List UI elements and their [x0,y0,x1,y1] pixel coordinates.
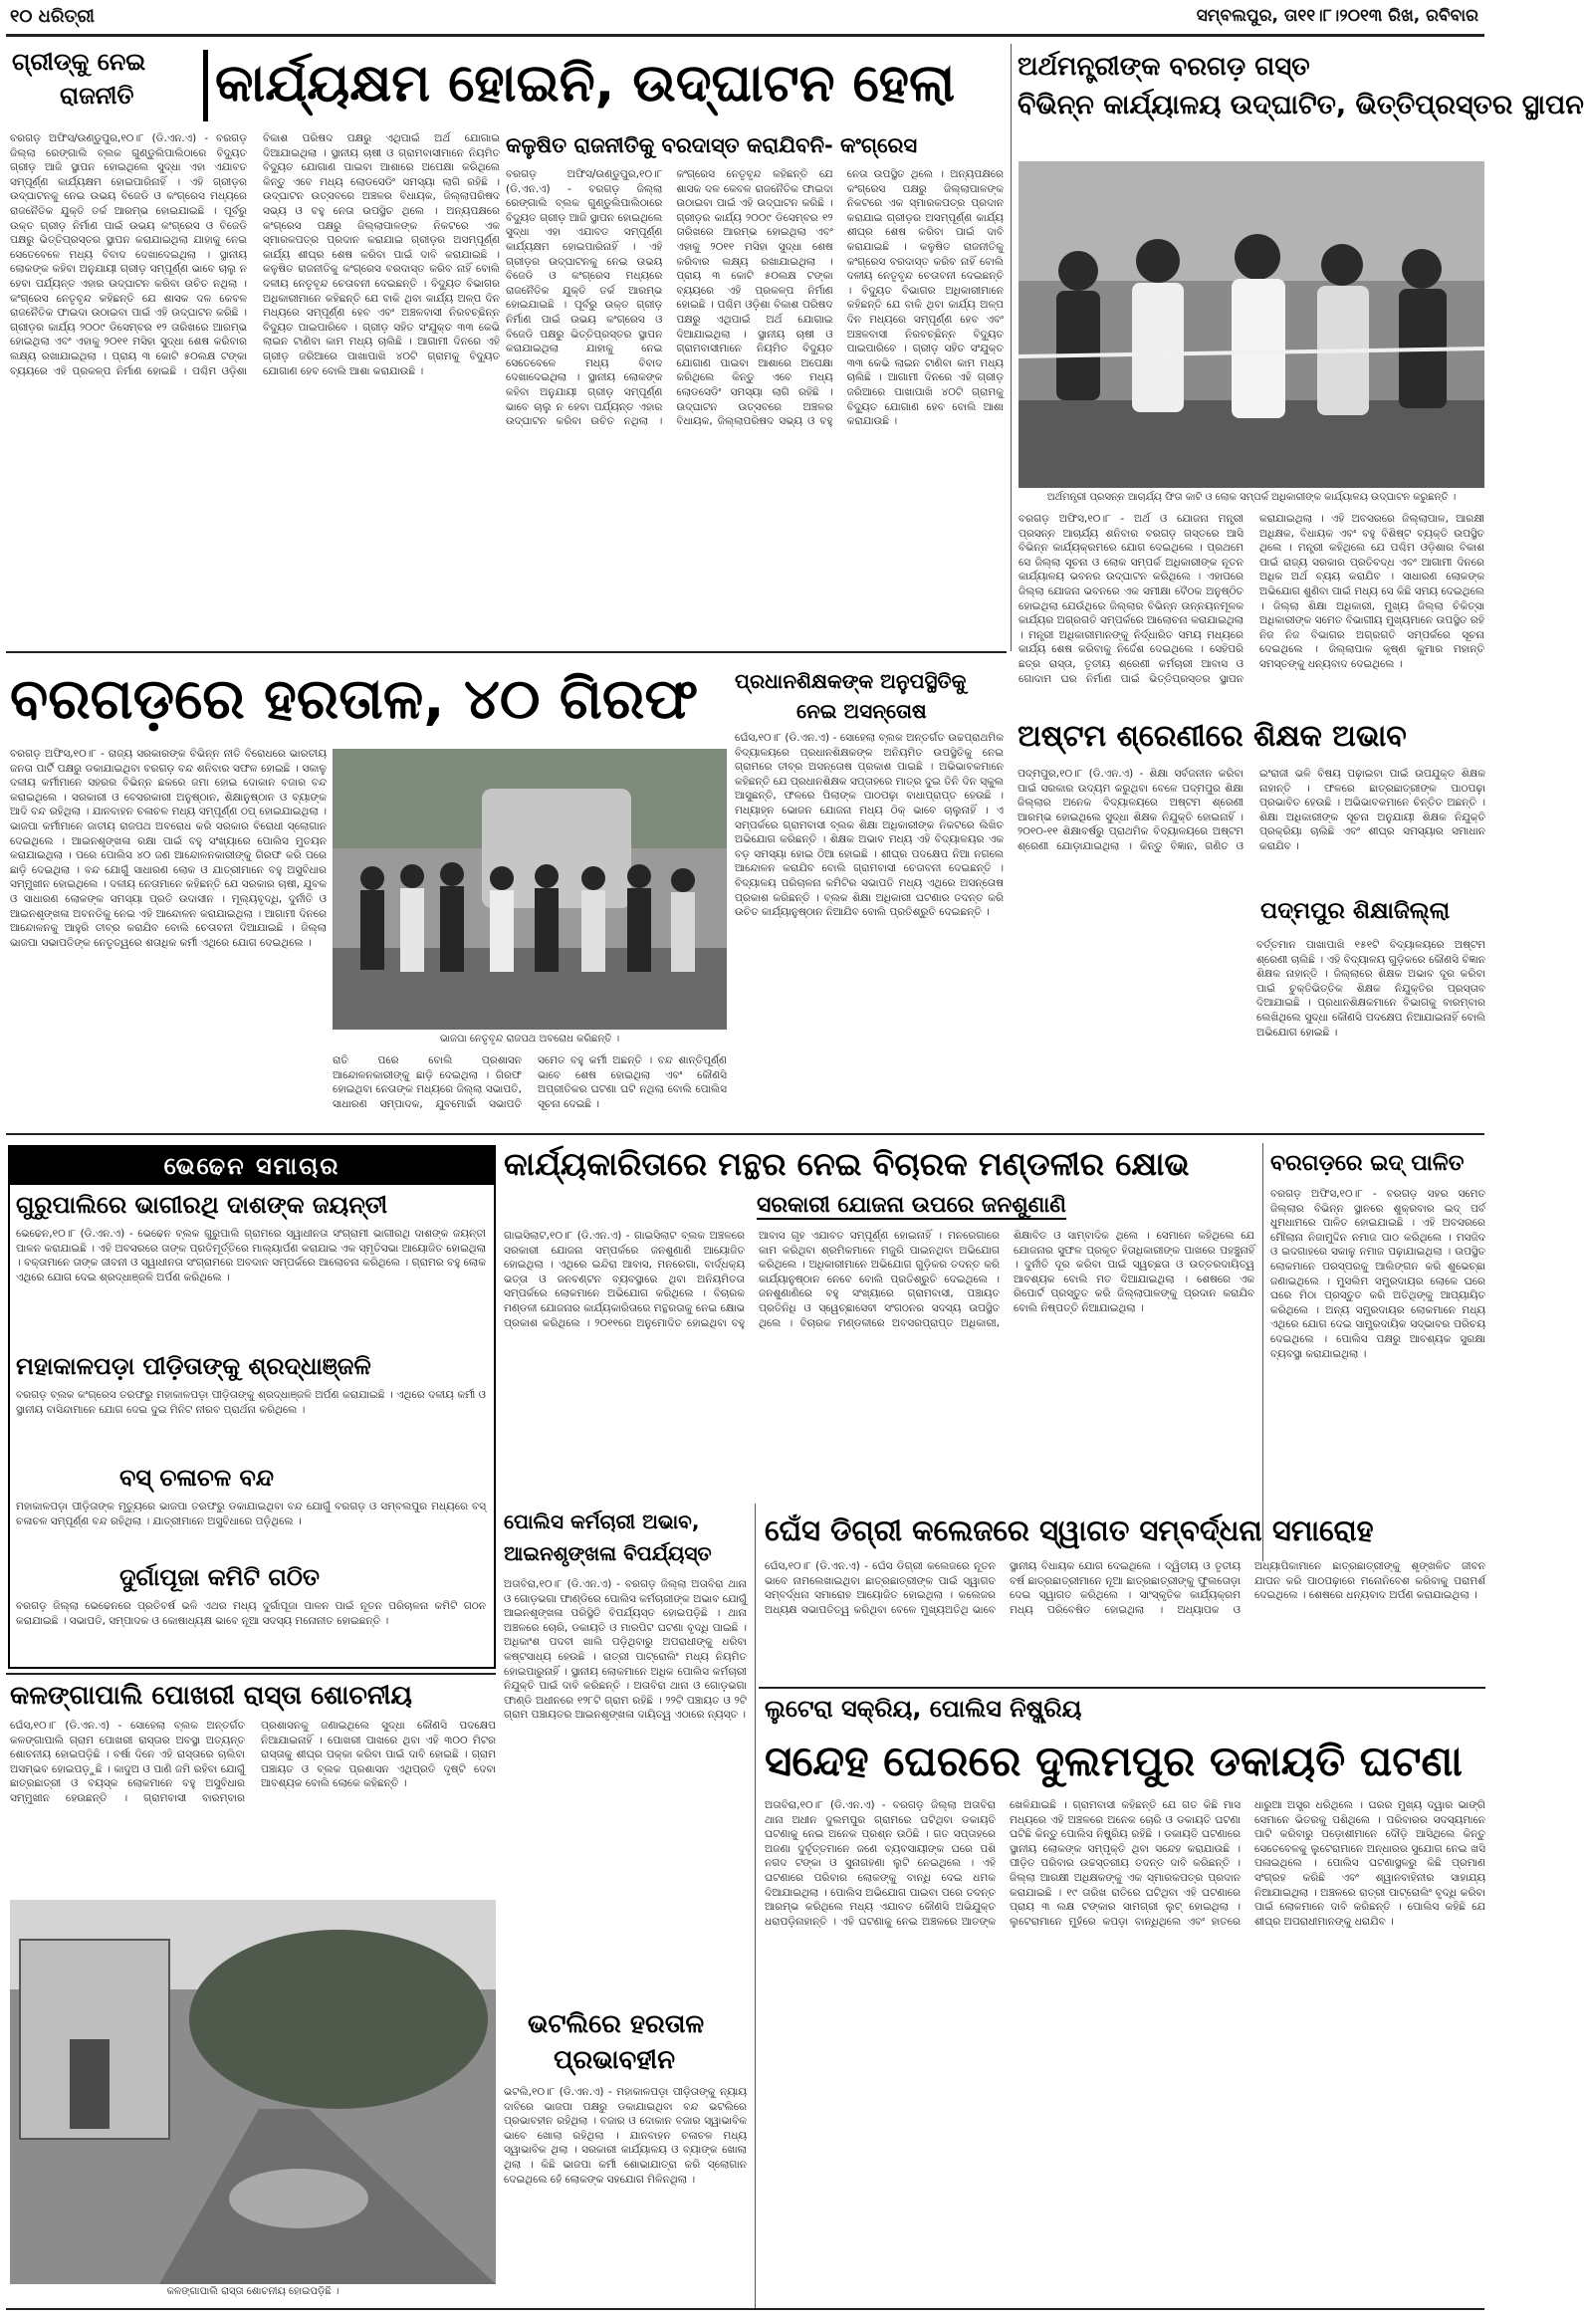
story5-body: ପଦ୍ମପୁର,୧୦।୮ (ଡି.ଏନ.ଏ) - ଶିକ୍ଷା ସର୍ବଜନୀନ କରିବା ପାଇଁ ସରକାର ଉଦ୍ୟମ କରୁଥିବା ବେଳେ ପଦ୍ମପୁର ଶିକ୍ଷା ଜିଲ୍ଲାର ଅନେକ ବିଦ୍ୟାଳୟରେ ଅଷ୍ଟମ ଶ୍ରେଣୀ ଆରମ୍ଭ ହୋଇଥିଲେ ସୁଦ୍ଧା ଶିକ୍ଷକ ନିଯୁକ୍ତି ହୋଇନାହିଁ । ୨୦୧୦-୧୧ ଶିକ୍ଷାବର୍ଷରୁ ପ୍ରାଥମିକ ବିଦ୍ୟାଳୟରେ ଅଷ୍ଟମ ଶ୍ରେଣୀ ଯୋଡ଼ାଯାଇଥିଲା । କିନ୍ତୁ ବିଜ୍ଞାନ, ଗଣିତ ଓ ଇଂରାଜୀ ଭଳି ବିଷୟ ପଢ଼ାଇବା ପାଇଁ ଉପଯୁକ୍ତ ଶିକ୍ଷକ ନାହାନ୍ତି । ଫଳରେ ଛାତ୍ରଛାତ୍ରୀଙ୍କ ପାଠପଢ଼ା ପ୍ରଭାବିତ ହେଉଛି । ଅଭିଭାବକମାନେ ଚିନ୍ତିତ ଅଛନ୍ତି । ଶିକ୍ଷା ଅଧିକାରୀଙ୍କ ସୂଚନା ଅନୁଯାୟୀ ଶିକ୍ଷକ ନିଯୁକ୍ତି ପ୍ରକ୍ରିୟା ଚାଲିଛି ଏବଂ ଶୀଘ୍ର ସମସ୍ୟାର ସମାଧାନ କରାଯିବ । [1018,768,1485,852]
section-rule [6,651,1007,653]
column-rule-3 [1262,1143,1263,1561]
protest-photo [333,749,727,1030]
story8-body: ଅତାବିରା,୧୦।୮ (ଡି.ଏନ.ଏ) - ବରଗଡ଼ ଜିଲ୍ଲା ଅତାବିରା ଥାନା ଓ ଗୋଡ଼ଭଗା ଫାଣ୍ଡିରେ ପୋଲିସ କର୍ମଚାରୀଙ୍କ ଅଭାବ ଯୋଗୁଁ ଆଇନଶୃଙ୍ଖଳା ପରିସ୍ଥିତି ବିପର୍ଯ୍ୟସ୍ତ ହୋଇପଡ଼ିଛି । ଥାନା ଅଞ୍ଚଳରେ ଚୋରି, ଡକାୟତି ଓ ମାରପିଟ ଘଟଣା ବୃଦ୍ଧି ପାଇଛି । ଅଧିକାଂଶ ପଦବୀ ଖାଲି ପଡ଼ିଥିବାରୁ ଅପରାଧୀଙ୍କୁ ଧରିବା କଷ୍ଟସାଧ୍ୟ ହେଉଛି । ରାତ୍ରୀ ପାଟ୍ରୋଲିଂ ମଧ୍ୟ ନିୟମିତ ହୋଇପାରୁନାହିଁ । ସ୍ଥାନୀୟ ଲୋକମାନେ ଅଧିକ ପୋଲିସ କର୍ମଚାରୀ ନିଯୁକ୍ତି ପାଇଁ ଦାବି କରିଛନ୍ତି । ଅତାବିରା ଥାନା ଓ ଗୋଡ଼ଭଗା ଫାଣ୍ଡି ଅଧୀନରେ ୧୨୮ଟି ଗ୍ରାମ ରହିଛି । ୨୨ଟି ପଞ୍ଚାୟତ ଓ ୨ଟି ଗ୍ରାମ ପଞ୍ଚାୟତର ଆଇନଶୃଙ୍ଖଳା ଦାୟିତ୍ୱ ଏଠାରେ ନ୍ୟସ୍ତ । [504,1578,747,1722]
sidebar-item-2-body: ବରଗଡ଼ ବ୍ଲକ କଂଗ୍ରେସ ତରଫରୁ ମହାକାଳପଡ଼ା ପୀଡ଼ିତାଙ୍କୁ ଶ୍ରଦ୍ଧାଞ୍ଜଳି ଅର୍ପଣ କରାଯାଇଛି । ଏଥିରେ ଦଳୀୟ କର୍ମୀ ଓ ସ୍ଥାନୀୟ ବାସିନ୍ଦାମାନେ ଯୋଗ ଦେଇ ଦୁଇ ମିନିଟ ନୀରବ ପ୍ରାର୍ଥନା କରିଥିଲେ । [16,1389,486,1416]
story10-body: ଅତାବିରା,୧୦।୮ (ଡି.ଏନ.ଏ) - ବରଗଡ଼ ଜିଲ୍ଲା ଅତାବିରା ଥାନା ଅଧୀନ ଦୁଲମପୁର ଗ୍ରାମରେ ଘଟିଥିବା ଡକାୟତି ଘଟଣାକୁ ନେଇ ଅନେକ ପ୍ରଶ୍ନ ଉଠିଛି । ଗତ ସପ୍ତାହରେ ଅଜଣା ଦୁର୍ବୃତ୍ତମାନେ ଜଣେ ବ୍ୟବସାୟୀଙ୍କ ଘରେ ପଶି ନଗଦ ଟଙ୍କା ଓ ସୁନାଗହଣା ଲୁଟି ନେଇଥିଲେ । ଏହି ଘଟଣାରେ ପରିବାର ଲୋକଙ୍କୁ ବାନ୍ଧି ଦେଇ ଧମକ ଦିଆଯାଇଥିଲା । ପୋଲିସ ଅଭିଯୋଗ ପାଇବା ପରେ ତଦନ୍ତ ଆରମ୍ଭ କରିଥିଲେ ମଧ୍ୟ ଏଯାବତ କୌଣସି ଅଭିଯୁକ୍ତ ଧରାପଡ଼ିନାହାନ୍ତି । ଏହି ଘଟଣାକୁ ନେଇ ଅଞ୍ଚଳରେ ଆତଙ୍କ ଖେଳିଯାଇଛି । ଗ୍ରାମବାସୀ କହିଛନ୍ତି ଯେ ଗତ କିଛି ମାସ ମଧ୍ୟରେ ଏହି ଅଞ୍ଚଳରେ ଅନେକ ଚୋରି ଓ ଡକାୟତି ଘଟଣା ଘଟିଛି କିନ୍ତୁ ପୋଲିସ ନିଷ୍କ୍ରିୟ ରହିଛି । ଡକାୟତି ଘଟଣାରେ ସ୍ଥାନୀୟ ଲୋକଙ୍କ ସମ୍ପୃକ୍ତି ଥିବା ସନ୍ଦେହ କରାଯାଉଛି । ପୀଡ଼ିତ ପରିବାର ଉଚ୍ଚସ୍ତରୀୟ ତଦନ୍ତ ଦାବି କରିଛନ୍ତି । ଜିଲ୍ଲା ଆରକ୍ଷୀ ଅଧିକ୍ଷକଙ୍କୁ ଏକ ସ୍ମାରକପତ୍ର ପ୍ରଦାନ କରାଯାଇଛି । ୧୯ ତାରିଖ ରାତିରେ ଘଟିଥିବା ଏହି ଘଟଣାରେ ପ୍ରାୟ ୩ ଲକ୍ଷ ଟଙ୍କାର ସାମଗ୍ରୀ ଲୁଟ୍ ହୋଇଥିଲା । ଲୁଟେରାମାନେ ମୁହଁରେ କପଡ଼ା ବାନ୍ଧିଥିଲେ ଏବଂ ହାତରେ ଧାରୁଆ ଅସ୍ତ୍ର ଧରିଥିଲେ । ଘରର ମୁଖ୍ୟ ଦ୍ୱାର ଭାଙ୍ଗି ସେମାନେ ଭିତରକୁ ପଶିଥିଲେ । ପରିବାରର ସଦସ୍ୟମାନେ ପାଟି କରିବାରୁ ପଡ଼ୋଶୀମାନେ ଦୌଡ଼ି ଆସିଥିଲେ କିନ୍ତୁ ସେତେବେଳକୁ ଲୁଟେରାମାନେ ଅନ୍ଧାରର ସୁଯୋଗ ନେଇ ଖସି ପଳାଇଥିଲେ । ପୋଲିସ ଘଟଣାସ୍ଥଳରୁ କିଛି ପ୍ରମାଣ ସଂଗ୍ରହ କରିଛି ଏବଂ ଶ୍ୱାନବାହିନୀର ସାହାଯ୍ୟ ନିଆଯାଇଥିଲା । ଅଞ୍ଚଳରେ ରାତ୍ରୀ ପାଟ୍ରୋଲିଂ ବୃଦ୍ଧି କରିବା ପାଇଁ ଲୋକମାନେ ଦାବି କରିଛନ୍ତି । ପୋଲିସ କହିଛି ଯେ ଶୀଘ୍ର ଅପରାଧୀମାନଙ୍କୁ ଧରାଯିବ । [765,1799,1485,1928]
story7-headline: ବରଗଡ଼ରେ ଇଦ୍ ପାଳିତ [1270,1151,1465,1176]
story9-body: ଘେଁସ,୧୦।୮ (ଡି.ଏନ.ଏ) - ଘେଁସ ଡିଗ୍ରୀ କଲେଜରେ ନୂତନ ଭାବେ ନାମଲେଖାଇଥିବା ଛାତ୍ରଛାତ୍ରୀଙ୍କ ପାଇଁ ସ୍ୱାଗତ ସମ୍ବର୍ଦ୍ଧନା ସମାରୋହ ଆୟୋଜିତ ହୋଇଥିଲା । କଲେଜର ଅଧ୍ୟକ୍ଷ ସଭାପତିତ୍ୱ କରିଥିବା ବେଳେ ମୁଖ୍ୟଅତିଥି ଭାବେ ସ୍ଥାନୀୟ ବିଧାୟକ ଯୋଗ ଦେଇଥିଲେ । ଦ୍ୱିତୀୟ ଓ ତୃତୀୟ ବର୍ଷ ଛାତ୍ରଛାତ୍ରୀମାନେ ନୂଆ ଛାତ୍ରଛାତ୍ରୀଙ୍କୁ ଫୁଲତୋଡ଼ା ଦେଇ ସ୍ୱାଗତ କରିଥିଲେ । ସାଂସ୍କୃତିକ କାର୍ଯ୍ୟକ୍ରମ ମଧ୍ୟ ପରିବେଷିତ ହୋଇଥିଲା । ଅଧ୍ୟାପକ ଓ ଅଧ୍ୟାପିକାମାନେ ଛାତ୍ରଛାତ୍ରୀଙ୍କୁ ଶୃଙ୍ଖଳିତ ଜୀବନ ଯାପନ କରି ପାଠପଢ଼ାରେ ମନୋନିବେଶ କରିବାକୁ ପରାମର୍ଶ ଦେଇଥିଲେ । ଶେଷରେ ଧନ୍ୟବାଦ ଅର୍ପଣ କରାଯାଇଥିଲା । [765,1560,1485,1616]
story1-body-cont: ବରଗଡ଼ ଅଫିସ/ଉଣ୍ଡୁପୁର,୧୦।୮ (ଡି.ଏନ.ଏ) - ବରଗଡ଼ ଜିଲ୍ଲା ରେଙ୍ଗାଲି ବ୍ଲକ ଗୁଣ୍ଡୁଲିପାଲିଠାରେ ବିଦ୍ୟୁତ ଗ୍ରୀଡ଼ ଆଜି ସ୍ଥାପନ ହୋଇଥିଲେ ସୁଦ୍ଧା ଏହା ଏଯାବତ ସମ୍ପୂର୍ଣ୍ଣ କାର୍ଯ୍ୟକ୍ଷମ ହୋଇପାରିନାହିଁ । ଏହି ଗ୍ରୀଡ଼ର ଉଦ୍‌ଘାଟନକୁ ନେଇ ଉଭୟ ବିଜେଡି ଓ କଂଗ୍ରେସ ମଧ୍ୟରେ ରାଜନୈତିକ ଯୁକ୍ତି ତର୍କ ଆରମ୍ଭ ହୋଇଯାଇଛି । ପୂର୍ବରୁ ଉକ୍ତ ଗ୍ରୀଡ଼ ନିର୍ମାଣ ପାଇଁ ଉଭୟ କଂଗ୍ରେସ ଓ ବିଜେଡି ପକ୍ଷରୁ ଭିତ୍ତିପ୍ରସ୍ତର ସ୍ଥାପନ କରାଯାଇଥିଲା ଯାହାକୁ ନେଇ ସେତେବେଳେ ମଧ୍ୟ ବିବାଦ ଦେଖାଦେଇଥିଲା । ସ୍ଥାନୀୟ ଲୋକଙ୍କ କହିବା ଅନୁଯାୟୀ ଗ୍ରୀଡ଼ ସମ୍ପୂର୍ଣ୍ଣ ଭାବେ ଚାଲୁ ନ ହେବା ପର୍ଯ୍ୟନ୍ତ ଏହାର ଉଦ୍‌ଘାଟନ କରିବା ଉଚିତ ନଥିଲା । କଂଗ୍ରେସ ନେତୃବୃନ୍ଦ କହିଛନ୍ତି ଯେ ଶାସକ ଦଳ କେବଳ ରାଜନୈତିକ ଫାଇଦା ଉଠାଇବା ପାଇଁ ଏହି ଉଦ୍‌ଘାଟନ କରିଛି । ଗ୍ରୀଡ଼ର କାର୍ଯ୍ୟ ୨୦୦୯ ଡିସେମ୍ବର ୧୨ ତାରିଖରେ ଆରମ୍ଭ ହୋଇଥିଲା ଏବଂ ଏହାକୁ ୨୦୧୧ ମସିହା ସୁଦ୍ଧା ଶେଷ କରିବାର ଲକ୍ଷ୍ୟ ରଖାଯାଇଥିଲା । ପ୍ରାୟ ୩ କୋଟି ୫୦ଲକ୍ଷ ଟଙ୍କା ବ୍ୟୟରେ ଏହି ପ୍ରକଳ୍ପ ନିର୍ମାଣ ହୋଇଛି । ପଶ୍ଚିମ ଓଡ଼ିଶା ବିକାଶ ପରିଷଦ ପକ୍ଷରୁ ଏଥିପାଇଁ ଅର୍ଥ ଯୋଗାଇ ଦିଆଯାଇଥିଲା । ସ୍ଥାନୀୟ ଚାଷୀ ଓ ଗ୍ରାମବାସୀମାନେ ନିୟମିତ ବିଦ୍ୟୁତ ଯୋଗାଣ ପାଇବା ଆଶାରେ ଅପେକ୍ଷା କରିଥିଲେ କିନ୍ତୁ ଏବେ ମଧ୍ୟ ଲୋଡସେଡିଂ ସମସ୍ୟା ଲାଗି ରହିଛି । ଉଦ୍‌ଘାଟନ ଉତ୍ସବରେ ଅଞ୍ଚଳର ବିଧାୟକ, ଜିଲ୍ଲାପରିଷଦ ସଭ୍ୟ ଓ ବହୁ ନେତା ଉପସ୍ଥିତ ଥିଲେ । ଅନ୍ୟପକ୍ଷରେ କଂଗ୍ରେସ ପକ୍ଷରୁ ଜିଲ୍ଲାପାଳଙ୍କ ନିକଟରେ ଏକ ସ୍ମାରକପତ୍ର ପ୍ରଦାନ କରାଯାଇ ଗ୍ରୀଡ଼ର ଅସମ୍ପୂର୍ଣ୍ଣ କାର୍ଯ୍ୟ ଶୀଘ୍ର ଶେଷ କରିବା ପାଇଁ ଦାବି କରାଯାଇଛି । କଳୁଷିତ ରାଜନୀତିକୁ କଂଗ୍ରେସ ବରଦାସ୍ତ କରିବ ନାହିଁ ବୋଲି ଦଳୀୟ ନେତୃବୃନ୍ଦ ଚେତାବନୀ ଦେଇଛନ୍ତି । ବିଦ୍ୟୁତ ବିଭାଗର ଅଧିକାରୀମାନେ କହିଛନ୍ତି ଯେ ବାକି ଥିବା କାର୍ଯ୍ୟ ଅଳ୍ପ ଦିନ ମଧ୍ୟରେ ସମ୍ପୂର୍ଣ୍ଣ ହେବ ଏବଂ ଅଞ୍ଚଳବାସୀ ନିରବଚ୍ଛିନ୍ନ ବିଦ୍ୟୁତ ପାଇପାରିବେ । ଗ୍ରୀଡ଼ ସହିତ ସଂଯୁକ୍ତ ୩୩ କେଭି ଲାଇନ ଟାଣିବା କାମ ମଧ୍ୟ ଚାଲିଛି । ଆଗାମୀ ଦିନରେ ଏହି ଗ୍ରୀଡ଼ ଜରିଆରେ ପାଖାପାଖି ୪୦ଟି ଗ୍ରାମକୁ ବିଦ୍ୟୁତ ଯୋଗାଣ ହେବ ବୋଲି ଆଶା କରାଯାଉଛି । [506,168,1004,428]
story11-body: ଭଟଲି,୧୦।୮ (ଡି.ଏନ.ଏ) - ମହାକାଳପଡ଼ା ପୀଡ଼ିତାଙ୍କୁ ନ୍ୟାୟ ଦାବିରେ ଭାଜପା ପକ୍ଷରୁ ଡକାଯାଇଥିବା ବନ୍ଦ ଭଟଲିରେ ପ୍ରଭାବହୀନ ରହିଥିଲା । ବଜାର ଓ ଦୋକାନ ବଜାର ସ୍ୱାଭାବିକ ଭାବେ ଖୋଲା ରହିଥିଲା । ଯାନବାହନ ଚଳାଚଳ ମଧ୍ୟ ସ୍ୱାଭାବିକ ଥିଲା । ସରକାରୀ କାର୍ଯ୍ୟାଳୟ ଓ ବ୍ୟାଙ୍କ ଖୋଲା ଥିଲା । କିଛି ଭାଜପା କର୍ମୀ ଶୋଭାଯାତ୍ରା କରି ସ୍ଲୋଗାନ ଦେଇଥିଲେ ହେଁ ଲୋକଙ୍କ ସହଯୋଗ ମିଳିନଥିଲା । [504,2086,747,2186]
story6-headline: କାର୍ଯ୍ୟକାରିତାରେ ମନ୍ଥର ନେଇ ବିଚାରକ ମଣ୍ଡଳୀର କ୍ଷୋଭ [504,1145,1190,1183]
masthead-rule [6,34,1484,37]
sidebar-item-3-headline: ବସ୍ ଚଳାଚଳ ବନ୍ଦ [119,1464,275,1492]
story4-headline-2: ନେଇ ଅସନ୍ତୋଷ [796,699,927,723]
road-photo [10,1900,496,2284]
story3-caption: ଭାଜପା ନେତୃବୃନ୍ଦ ରାଜପଥ ଅବରୋଧ କରିଛନ୍ତି । [439,1034,620,1045]
story4-headline-1: ପ୍ରଧାନଶିକ୍ଷକଙ୍କ ଅନୁପସ୍ଥିତିକୁ [735,669,967,693]
page-label: ୧୦ ଧରିତ୍ରୀ [10,6,95,27]
story1-subhead: କଳୁଷିତ ରାଜନୀତିକୁ ବରଦାସ୍ତ କରାଯିବନି- କଂଗ୍ରେସ [506,133,918,157]
story6-body: ଗାଇସିଲାଟ,୧୦।୮ (ଡି.ଏନ.ଏ) - ଗାଇସିଲାଟ ବ୍ଲକ ଅଞ୍ଚଳରେ ସରକାରୀ ଯୋଜନା ସମ୍ପର୍କରେ ଜନଶୁଣାଣି ଆୟୋଜିତ ହୋଇଥିଲା । ଏଥିରେ ଇନ୍ଦିରା ଆବାସ, ମନରେଗା, ବାର୍ଦ୍ଧକ୍ୟ ଭତ୍ତା ଓ ଜନବଣ୍ଟନ ବ୍ୟବସ୍ଥାରେ ଥିବା ଅନିୟମିତତା ସମ୍ପର୍କରେ ଲୋକମାନେ ଅଭିଯୋଗ କରିଥିଲେ । ବିଚାରକ ମଣ୍ଡଳୀ ଯୋଜନାର କାର୍ଯ୍ୟକାରିତାରେ ମନ୍ଥରତାକୁ ନେଇ କ୍ଷୋଭ ପ୍ରକାଶ କରିଥିଲେ । ୨୦୧୧ରେ ଅନୁମୋଦିତ ହୋଇଥିବା ବହୁ ଆବାସ ଗୃହ ଏଯାବତ ସମ୍ପୂର୍ଣ୍ଣ ହୋଇନାହିଁ । ମନରେଗାରେ କାମ କରିଥିବା ଶ୍ରମିକମାନେ ମଜୁରି ପାଇନଥିବା ଅଭିଯୋଗ କରିଥିଲେ । ଅଧିକାରୀମାନେ ଅଭିଯୋଗ ଗୁଡ଼ିକର ତଦନ୍ତ କରି କାର୍ଯ୍ୟାନୁଷ୍ଠାନ ନେବେ ବୋଲି ପ୍ରତିଶ୍ରୁତି ଦେଇଥିଲେ । ଜନଶୁଣାଣିରେ ବହୁ ସଂଖ୍ୟାରେ ଗ୍ରାମବାସୀ, ପଞ୍ଚାୟତ ପ୍ରତିନିଧି ଓ ସ୍ୱେଚ୍ଛାସେବୀ ସଂଗଠନର ସଦସ୍ୟ ଉପସ୍ଥିତ ଥିଲେ । ବିଚାରକ ମଣ୍ଡଳୀରେ ଅବସରପ୍ରାପ୍ତ ଅଧିକାରୀ, ଶିକ୍ଷାବିତ ଓ ସାମ୍ବାଦିକ ଥିଲେ । ସେମାନେ କହିଥିଲେ ଯେ ଯୋଜନାର ସୁଫଳ ପ୍ରକୃତ ହିତାଧିକାରୀଙ୍କ ପାଖରେ ପହଞ୍ଚୁନାହିଁ । ଦୁର୍ନୀତି ଦୂର କରିବା ପାଇଁ ସ୍ୱଚ୍ଛତା ଓ ଉତ୍ତରଦାୟିତ୍ୱ ଆବଶ୍ୟକ ବୋଲି ମତ ଦିଆଯାଇଥିଲା । ଶେଷରେ ଏକ ରିପୋର୍ଟ ପ୍ରସ୍ତୁତ କରି ଜିଲ୍ଲାପାଳଙ୍କୁ ପ୍ରଦାନ କରାଯିବ ବୋଲି ନିଷ୍ପତ୍ତି ନିଆଯାଇଥିଲା । [504,1230,1254,1329]
sidebar-item-3-body: ମହାକାଳପଡ଼ା ପୀଡ଼ିତାଙ୍କ ମୃତ୍ୟୁରେ ଭାଜପା ତରଫରୁ ଡକାଯାଇଥିବା ବନ୍ଦ ଯୋଗୁଁ ବରଗଡ଼ ଓ ସମ୍ବଲପୁର ମଧ୍ୟରେ ବସ୍ ଚଳାଚଳ ସମ୍ପୂର୍ଣ୍ଣ ବନ୍ଦ ରହିଥିଲା । ଯାତ୍ରୀମାନେ ଅସୁବିଧାରେ ପଡ଼ିଥିଲେ । [16,1501,486,1527]
story4-body: ଘେଁସ,୧୦।୮ (ଡି.ଏନ.ଏ) - ସୋହେଲା ବ୍ଲକ ଅନ୍ତର୍ଗତ ଉଚ୍ଚପ୍ରାଥମିକ ବିଦ୍ୟାଳୟରେ ପ୍ରଧାନଶିକ୍ଷକଙ୍କ ଅନିୟମିତ ଉପସ୍ଥିତିକୁ ନେଇ ଗ୍ରାମରେ ତୀବ୍ର ଅସନ୍ତୋଷ ପ୍ରକାଶ ପାଇଛି । ଅଭିଭାବକମାନେ କହିଛନ୍ତି ଯେ ପ୍ରଧାନଶିକ୍ଷକ ସପ୍ତାହରେ ମାତ୍ର ଦୁଇ ତିନି ଦିନ ସ୍କୁଲ ଆସୁଛନ୍ତି, ଫଳରେ ପିଲାଙ୍କ ପାଠପଢ଼ା ବାଧାପ୍ରାପ୍ତ ହେଉଛି । ମଧ୍ୟାହ୍ନ ଭୋଜନ ଯୋଜନା ମଧ୍ୟ ଠିକ୍ ଭାବେ ଚାଲୁନାହିଁ । ଏ ସମ୍ପର୍କରେ ଗ୍ରାମବାସୀ ବ୍ଲକ ଶିକ୍ଷା ଅଧିକାରୀଙ୍କ ନିକଟରେ ଲିଖିତ ଅଭିଯୋଗ କରିଛନ୍ତି । ଶିକ୍ଷକ ଅଭାବ ମଧ୍ୟ ଏହି ବିଦ୍ୟାଳୟର ଏକ ବଡ଼ ସମସ୍ୟା ହୋଇ ଠିଆ ହୋଇଛି । ଶୀଘ୍ର ପଦକ୍ଷେପ ନିଆ ନଗଲେ ଆନ୍ଦୋଳନ କରାଯିବ ବୋଲି ଗ୍ରାମବାସୀ ଚେତାବନୀ ଦେଇଛନ୍ତି । ବିଦ୍ୟାଳୟ ପରିଚାଳନା କମିଟିର ସଭାପତି ମଧ୍ୟ ଏଥିରେ ଅସନ୍ତୋଷ ପ୍ରକାଶ କରିଛନ୍ତି । ବ୍ଲକ ଶିକ୍ଷା ଅଧିକାରୀ ଘଟଣାର ତଦନ୍ତ କରି ଉଚିତ କାର୍ଯ୍ୟାନୁଷ୍ଠାନ ନିଆଯିବ ବୋଲି ପ୍ରତିଶ୍ରୁତି ଦେଇଛନ୍ତି । [735,732,1004,919]
story11-headline-2: ପ୍ରଭାବହୀନ [554,2045,676,2075]
sidebar-item-1-headline: ଗୁରୁପାଲିରେ ଭାଗୀରଥି ଦାଶଙ୍କ ଜୟନ୍ତୀ [16,1191,388,1219]
sidebar-label: ଭେଢେନ ସମାଚାର [10,1147,494,1185]
story3-body: ବରଗଡ଼ ଅଫିସ,୧୦।୮ - ରାଜ୍ୟ ସରକାରଙ୍କ ବିଭିନ୍ନ ନୀତି ବିରୋଧରେ ଭାରତୀୟ ଜନତା ପାର୍ଟି ପକ୍ଷରୁ ଡକାଯାଇଥିବା ବରଗଡ଼ ବନ୍ଦ ଶନିବାର ସଫଳ ହୋଇଛି । ସକାଳୁ ଦଳୀୟ କର୍ମୀମାନେ ସହରର ବିଭିନ୍ନ ଛକରେ ଜମା ହୋଇ ଦୋକାନ ବଜାର ବନ୍ଦ କରାଇଥିଲେ । ସରକାରୀ ଓ ବେସରକାରୀ ଅନୁଷ୍ଠାନ, ଶିକ୍ଷାନୁଷ୍ଠାନ ଓ ବ୍ୟାଙ୍କ ଆଦି ବନ୍ଦ ରହିଥିଲା । ଯାନବାହନ ଚଳାଚଳ ମଧ୍ୟ ସମ୍ପୂର୍ଣ୍ଣ ଠପ୍ ହୋଇଯାଇଥିଲା । ଭାଜପା କର୍ମୀମାନେ ଜାତୀୟ ରାଜପଥ ଅବରୋଧ କରି ସରକାର ବିରୋଧୀ ସ୍ଲୋଗାନ ଦେଇଥିଲେ । ଆଇନଶୃଙ୍ଖଳା ରକ୍ଷା ପାଇଁ ବହୁ ସଂଖ୍ୟାରେ ପୋଲିସ ମୁତୟନ କରାଯାଇଥିଲା । ପରେ ପୋଲିସ ୪୦ ଜଣ ଆନ୍ଦୋଳନକାରୀଙ୍କୁ ଗିରଫ କରି ପରେ ଛାଡ଼ି ଦେଇଥିଲା । ବନ୍ଦ ଯୋଗୁଁ ସାଧାରଣ ଲୋକ ଓ ଯାତ୍ରୀମାନେ ବହୁ ଅସୁବିଧାର ସମ୍ମୁଖୀନ ହୋଇଥିଲେ । ଦଳୀୟ ନେତାମାନେ କହିଛନ୍ତି ଯେ ସରକାର ଚାଷୀ, ଯୁବକ ଓ ସାଧାରଣ ଲୋକଙ୍କ ସମସ୍ୟା ପ୍ରତି ଉଦାସୀନ । ମୂଲ୍ୟବୃଦ୍ଧି, ଦୁର୍ନୀତି ଓ ଆଇନଶୃଙ୍ଖଳା ଅବନତିକୁ ନେଇ ଏହି ଆନ୍ଦୋଳନ କରାଯାଇଥିଲା । ଆଗାମୀ ଦିନରେ ଆନ୍ଦୋଳନକୁ ଆହୁରି ତୀବ୍ର କରାଯିବ ବୋଲି ଚେତାବନୀ ଦିଆଯାଇଛି । ଜିଲ୍ଲା ଭାଜପା ସଭାପତିଙ୍କ ନେତୃତ୍ୱରେ ଶତାଧିକ କର୍ମୀ ଏଥିରେ ଯୋଗ ଦେଇଥିଲେ । [10,748,327,949]
story11-headline: ଭଟଲିରେ ହରତାଳ [528,2009,705,2039]
sidebar-item-1-body: ଭେଢେନ,୧୦।୮ (ଡି.ଏନ.ଏ) - ଭେଢେନ ବ୍ଲକ ଗୁରୁପାଲି ଗ୍ରାମରେ ସ୍ୱାଧୀନତା ସଂଗ୍ରାମୀ ଭାଗୀରଥି ଦାଶଙ୍କ ଜୟନ୍ତୀ ପାଳନ କରାଯାଇଛି । ଏହି ଅବସରରେ ତାଙ୍କ ପ୍ରତିମୂର୍ତ୍ତିରେ ମାଲ୍ୟାର୍ପଣ କରାଯାଇ ଏକ ସ୍ମୃତିସଭା ଆୟୋଜିତ ହୋଇଥିଲା । ବକ୍ତାମାନେ ତାଙ୍କ ଜୀବନୀ ଓ ସ୍ୱାଧୀନତା ସଂଗ୍ରାମରେ ଅବଦାନ ସମ୍ପର୍କରେ ଆଲୋଚନା କରିଥିଲେ । ଗ୍ରାମର ବହୁ ଲୋକ ଏଥିରେ ଯୋଗ ଦେଇ ଶ୍ରଦ୍ଧାଞ୍ଜଳି ଅର୍ପଣ କରିଥିଲେ । [16,1228,486,1283]
section-rule-6 [6,1673,496,1675]
story3-headline: ବରଗଡ଼ରେ ହରତାଳ, ୪୦ ଗିରଫ [10,667,699,732]
story7-body: ବରଗଡ଼ ଅଫିସ,୧୦।୮ - ବରଗଡ଼ ସହର ସମେତ ଜିଲ୍ଲାର ବିଭିନ୍ନ ସ୍ଥାନରେ ଶୁକ୍ରବାର ଇଦ୍ ପର୍ବ ଧୁମଧାମରେ ପାଳିତ ହୋଇଯାଇଛି । ଏହି ଅବସରରେ ମୌଲାନା ନିଜାମୁଦ୍ଦିନ ନମାଜ ପାଠ କରିଥିଲେ । ମସଜିଦ ଓ ଇଦଗାହରେ ସକାଳୁ ନମାଜ ପଢ଼ାଯାଇଥିଲା । ଉପସ୍ଥିତ ଲୋକମାନେ ପରସ୍ପରକୁ ଆଲିଙ୍ଗନ କରି ଶୁଭେଚ୍ଛା ଜଣାଇଥିଲେ । ମୁସଲିମ ସମ୍ପ୍ରଦାୟର ଲୋକେ ଘରେ ଘରେ ମିଠା ପ୍ରସ୍ତୁତ କରି ଅତିଥିଙ୍କୁ ଆପ୍ୟାୟିତ କରିଥିଲେ । ଅନ୍ୟ ସମ୍ପ୍ରଦାୟର ଲୋକମାନେ ମଧ୍ୟ ଏଥିରେ ଯୋଗ ଦେଇ ସାମ୍ପ୍ରଦାୟିକ ସଦ୍‌ଭାବର ପରିଚୟ ଦେଇଥିଲେ । ପୋଲିସ ପକ୍ଷରୁ ଆବଶ୍ୟକ ସୁରକ୍ଷା ବ୍ୟବସ୍ଥା କରାଯାଇଥିଲା । [1270,1188,1485,1360]
story1-kicker-1: ଗ୍ରୀଡ୍‌କୁ ନେଇ [12,48,146,76]
protest-photo-art [333,749,727,1030]
story10-kicker: ଲୁଟେରା ସକ୍ରିୟ, ପୋଲିସ ନିଷ୍କ୍ରିୟ [765,1695,1082,1723]
section-rule-5 [759,1687,1485,1689]
story1-kicker-2: ରାଜନୀତି [60,82,134,110]
sidebar-item-4-headline: ଦୁର୍ଗାପୂଜା କମିଟି ଗଠିତ [119,1563,321,1591]
footer-rule [6,2308,1484,2310]
story9-headline: ଘେଁସ ଡିଗ୍ରୀ କଲେଜରେ ସ୍ୱାଗତ ସମ୍ବର୍ଦ୍ଧନା ସମାରୋହ [765,1513,1374,1547]
story5-body2: ବର୍ତ୍ତମାନ ପାଖାପାଖି ୧୫୧ଟି ବିଦ୍ୟାଳୟରେ ଅଷ୍ଟମ ଶ୍ରେଣୀ ଚାଲିଛି । ଏହି ବିଦ୍ୟାଳୟ ଗୁଡ଼ିକରେ କୌଣସି ବିଜ୍ଞାନ ଶିକ୍ଷକ ନାହାନ୍ତି । ଜିଲ୍ଲାରେ ଶିକ୍ଷକ ଅଭାବ ଦୂର କରିବା ପାଇଁ ଚୁକ୍ତିଭିତ୍ତିକ ଶିକ୍ଷକ ନିଯୁକ୍ତିର ପ୍ରସ୍ତାବ ଦିଆଯାଇଛି । ପ୍ରଧାନଶିକ୍ଷକମାନେ ବିଭାଗକୁ ବାରମ୍ବାର ଲେଖିଥିଲେ ସୁଦ୍ଧା କୌଣସି ପଦକ୍ଷେପ ନିଆଯାଇନାହିଁ ବୋଲି ଅଭିଯୋଗ ହୋଇଛି । [1256,939,1485,1039]
column-rule-4 [755,1504,756,2310]
story8-headline-1: ପୋଲିସ କର୍ମଚାରୀ ଅଭାବ, [504,1510,700,1533]
kicker-divider [203,50,208,121]
story2-body: ବରଗଡ଼ ଅଫିସ,୧୦।୮ - ଅର୍ଥ ଓ ଯୋଜନା ମନ୍ତ୍ରୀ ପ୍ରସନ୍ନ ଆଚାର୍ଯ୍ୟ ଶନିବାର ବରଗଡ଼ ଗସ୍ତରେ ଆସି ବିଭିନ୍ନ କାର୍ଯ୍ୟକ୍ରମରେ ଯୋଗ ଦେଇଥିଲେ । ପ୍ରଥମେ ସେ ଜିଲ୍ଲା ସୂଚନା ଓ ଲୋକ ସମ୍ପର୍କ ଅଧିକାରୀଙ୍କ ନୂତନ କାର୍ଯ୍ୟାଳୟ ଭବନର ଉଦ୍‌ଘାଟନ କରିଥିଲେ । ଏହାପରେ ଜିଲ୍ଲା ଯୋଜନା ଭବନରେ ଏକ ସମୀକ୍ଷା ବୈଠକ ଅନୁଷ୍ଠିତ ହୋଇଥିଲା ଯେଉଁଥିରେ ଜିଲ୍ଲାର ବିଭିନ୍ନ ଉନ୍ନୟନମୂଳକ କାର୍ଯ୍ୟର ଅଗ୍ରଗତି ସମ୍ପର୍କରେ ଆଲୋଚନା କରାଯାଇଥିଲା । ମନ୍ତ୍ରୀ ଅଧିକାରୀମାନଙ୍କୁ ନିର୍ଦ୍ଧାରିତ ସମୟ ମଧ୍ୟରେ କାର୍ଯ୍ୟ ଶେଷ କରିବାକୁ ନିର୍ଦ୍ଦେଶ ଦେଇଥିଲେ । ସେହିପରି ଛତ୍ର ରାସ୍ତା, ତୃତୀୟ ଶ୍ରେଣୀ କର୍ମଚାରୀ ଆବାସ ଓ ଗୋଦାମ ଘର ନିର୍ମାଣ ପାଇଁ ଭିତ୍ତିପ୍ରସ୍ତର ସ୍ଥାପନ କରାଯାଇଥିଲା । ଏହି ଅବସରରେ ଜିଲ୍ଲାପାଳ, ଆରକ୍ଷୀ ଅଧିକ୍ଷକ, ବିଧାୟକ ଏବଂ ବହୁ ବିଶିଷ୍ଟ ବ୍ୟକ୍ତି ଉପସ୍ଥିତ ଥିଲେ । ମନ୍ତ୍ରୀ କହିଥିଲେ ଯେ ପଶ୍ଚିମ ଓଡ଼ିଶାର ବିକାଶ ପାଇଁ ରାଜ୍ୟ ସରକାର ପ୍ରତିବଦ୍ଧ ଏବଂ ଆଗାମୀ ଦିନରେ ଅଧିକ ଅର୍ଥ ବ୍ୟୟ କରାଯିବ । ସାଧାରଣ ଲୋକଙ୍କ ଅଭିଯୋଗ ଶୁଣିବା ପାଇଁ ମଧ୍ୟ ସେ କିଛି ସମୟ ଦେଇଥିଲେ । ଜିଲ୍ଲା ଶିକ୍ଷା ଅଧିକାରୀ, ମୁଖ୍ୟ ଜିଲ୍ଲା ଚିକିତ୍ସା ଅଧିକାରୀଙ୍କ ସମେତ ବିଭାଗୀୟ ମୁଖ୍ୟମାନେ ଉପସ୍ଥିତ ରହି ନିଜ ନିଜ ବିଭାଗର ଅଗ୍ରଗତି ସମ୍ପର୍କରେ ସୂଚନା ଦେଇଥିଲେ । ଜିଲ୍ଲାପାଳ କୃଷ୍ଣ କୁମାର ମହାନ୍ତି ସମସ୍ତଙ୍କୁ ଧନ୍ୟବାଦ ଦେଇଥିଲେ । [1018,513,1484,685]
section-rule-2 [6,1133,1484,1135]
story5-sub-label: ପଦ୍ମପୁର ଶିକ୍ଷାଜିଲ୍ଲା [1256,896,1454,926]
column-rule [1011,44,1012,651]
dateline: ସମ୍ବଲପୁର, ତା୧୧।୮।୨୦୧୩ ରିଖ, ରବିବାର [1196,6,1478,26]
sidebar-item-2-headline: ମହାକାଳପଡ଼ା ପୀଡ଼ିତାଙ୍କୁ ଶ୍ରଦ୍ଧାଞ୍ଜଳି [16,1352,371,1380]
story1-headline: କାର୍ଯ୍ୟକ୍ଷମ ହୋଇନି, ଉଦ୍‌ଘାଟନ ହେଲା [215,54,956,114]
sidebar-item-4-body: ବରଗଡ଼ ଜିଲ୍ଲା ଭେଢେନରେ ପ୍ରତିବର୍ଷ ଭଳି ଏଥର ମଧ୍ୟ ଦୁର୍ଗାପୂଜା ପାଳନ ପାଇଁ ନୂତନ ପରିଚାଳନା କମିଟି ଗଠନ କରାଯାଇଛି । ସଭାପତି, ସମ୍ପାଦକ ଓ କୋଷାଧ୍ୟକ୍ଷ ଭାବେ ନୂଆ ସଦସ୍ୟ ମନୋନୀତ ହୋଇଛନ୍ତି । [16,1600,486,1627]
story2-kicker: ଅର୍ଥମନ୍ତ୍ରୀଙ୍କ ବରଗଡ଼ ଗସ୍ତ [1018,52,1310,82]
ribbon-cutting-photo-art [1018,161,1484,488]
story12-body: ଘେଁସ,୧୦।୮ (ଡି.ଏନ.ଏ) - ସୋହେଲା ବ୍ଲକ ଅନ୍ତର୍ଗତ କଳଙ୍ଗାପାଲି ଗ୍ରାମ ପୋଖରୀ ରାସ୍ତାର ଅବସ୍ଥା ଅତ୍ୟନ୍ତ ଶୋଚନୀୟ ହୋଇପଡ଼ିଛି । ବର୍ଷା ଦିନେ ଏହି ରାସ୍ତାରେ ଚାଲିବା ଅସମ୍ଭବ ହୋଇପଡ଼ୁଛି । କାଦୁଅ ଓ ପାଣି ଜମି ରହିବା ଯୋଗୁଁ ଛାତ୍ରଛାତ୍ରୀ ଓ ବୟସ୍କ ଲୋକମାନେ ବହୁ ଅସୁବିଧାର ସମ୍ମୁଖୀନ ହେଉଛନ୍ତି । ଗ୍ରାମବାସୀ ବାରମ୍ବାର ପ୍ରଶାସନକୁ ଜଣାଇଥିଲେ ସୁଦ୍ଧା କୌଣସି ପଦକ୍ଷେପ ନିଆଯାଇନାହିଁ । ପୋଖରୀ ପାଖରେ ଥିବା ଏହି ୩୦୦ ମିଟର ରାସ୍ତାକୁ ଶୀଘ୍ର ପକ୍କା କରିବା ପାଇଁ ଦାବି ହୋଇଛି । ଗ୍ରାମ ପଞ୍ଚାୟତ ଓ ବ୍ଲକ ପ୍ରଶାସନ ଏଥିପ୍ରତି ଦୃଷ୍ଟି ଦେବା ଆବଶ୍ୟକ ବୋଲି ଲୋକେ କହିଛନ୍ତି । [10,1720,496,1804]
road-photo-art [10,1900,496,2284]
story12-headline: କଳଙ୍ଗାପାଲି ପୋଖରୀ ରାସ୍ତା ଶୋଚନୀୟ [10,1681,412,1711]
story1-body: ବରଗଡ଼ ଅଫିସ/ଉଣ୍ଡୁପୁର,୧୦।୮ (ଡି.ଏନ.ଏ) - ବରଗଡ଼ ଜିଲ୍ଲା ରେଙ୍ଗାଲି ବ୍ଲକ ଗୁଣ୍ଡୁଲିପାଲିଠାରେ ବିଦ୍ୟୁତ ଗ୍ରୀଡ଼ ଆଜି ସ୍ଥାପନ ହୋଇଥିଲେ ସୁଦ୍ଧା ଏହା ଏଯାବତ ସମ୍ପୂର୍ଣ୍ଣ କାର୍ଯ୍ୟକ୍ଷମ ହୋଇପାରିନାହିଁ । ଏହି ଗ୍ରୀଡ଼ର ଉଦ୍‌ଘାଟନକୁ ନେଇ ଉଭୟ ବିଜେଡି ଓ କଂଗ୍ରେସ ମଧ୍ୟରେ ରାଜନୈତିକ ଯୁକ୍ତି ତର୍କ ଆରମ୍ଭ ହୋଇଯାଇଛି । ପୂର୍ବରୁ ଉକ୍ତ ଗ୍ରୀଡ଼ ନିର୍ମାଣ ପାଇଁ ଉଭୟ କଂଗ୍ରେସ ଓ ବିଜେଡି ପକ୍ଷରୁ ଭିତ୍ତିପ୍ରସ୍ତର ସ୍ଥାପନ କରାଯାଇଥିଲା ଯାହାକୁ ନେଇ ସେତେବେଳେ ମଧ୍ୟ ବିବାଦ ଦେଖାଦେଇଥିଲା । ସ୍ଥାନୀୟ ଲୋକଙ୍କ କହିବା ଅନୁଯାୟୀ ଗ୍ରୀଡ଼ ସମ୍ପୂର୍ଣ୍ଣ ଭାବେ ଚାଲୁ ନ ହେବା ପର୍ଯ୍ୟନ୍ତ ଏହାର ଉଦ୍‌ଘାଟନ କରିବା ଉଚିତ ନଥିଲା । କଂଗ୍ରେସ ନେତୃବୃନ୍ଦ କହିଛନ୍ତି ଯେ ଶାସକ ଦଳ କେବଳ ରାଜନୈତିକ ଫାଇଦା ଉଠାଇବା ପାଇଁ ଏହି ଉଦ୍‌ଘାଟନ କରିଛି । ଗ୍ରୀଡ଼ର କାର୍ଯ୍ୟ ୨୦୦୯ ଡିସେମ୍ବର ୧୨ ତାରିଖରେ ଆରମ୍ଭ ହୋଇଥିଲା ଏବଂ ଏହାକୁ ୨୦୧୧ ମସିହା ସୁଦ୍ଧା ଶେଷ କରିବାର ଲକ୍ଷ୍ୟ ରଖାଯାଇଥିଲା । ପ୍ରାୟ ୩ କୋଟି ୫୦ଲକ୍ଷ ଟଙ୍କା ବ୍ୟୟରେ ଏହି ପ୍ରକଳ୍ପ ନିର୍ମାଣ ହୋଇଛି । ପଶ୍ଚିମ ଓଡ଼ିଶା ବିକାଶ ପରିଷଦ ପକ୍ଷରୁ ଏଥିପାଇଁ ଅର୍ଥ ଯୋଗାଇ ଦିଆଯାଇଥିଲା । ସ୍ଥାନୀୟ ଚାଷୀ ଓ ଗ୍ରାମବାସୀମାନେ ନିୟମିତ ବିଦ୍ୟୁତ ଯୋଗାଣ ପାଇବା ଆଶାରେ ଅପେକ୍ଷା କରିଥିଲେ କିନ୍ତୁ ଏବେ ମଧ୍ୟ ଲୋଡସେଡିଂ ସମସ୍ୟା ଲାଗି ରହିଛି । ଉଦ୍‌ଘାଟନ ଉତ୍ସବରେ ଅଞ୍ଚଳର ବିଧାୟକ, ଜିଲ୍ଲାପରିଷଦ ସଭ୍ୟ ଓ ବହୁ ନେତା ଉପସ୍ଥିତ ଥିଲେ । ଅନ୍ୟପକ୍ଷରେ କଂଗ୍ରେସ ପକ୍ଷରୁ ଜିଲ୍ଲାପାଳଙ୍କ ନିକଟରେ ଏକ ସ୍ମାରକପତ୍ର ପ୍ରଦାନ କରାଯାଇ ଗ୍ରୀଡ଼ର ଅସମ୍ପୂର୍ଣ୍ଣ କାର୍ଯ୍ୟ ଶୀଘ୍ର ଶେଷ କରିବା ପାଇଁ ଦାବି କରାଯାଇଛି । କଳୁଷିତ ରାଜନୀତିକୁ କଂଗ୍ରେସ ବରଦାସ୍ତ କରିବ ନାହିଁ ବୋଲି ଦଳୀୟ ନେତୃବୃନ୍ଦ ଚେତାବନୀ ଦେଇଛନ୍ତି । ବିଦ୍ୟୁତ ବିଭାଗର ଅଧିକାରୀମାନେ କହିଛନ୍ତି ଯେ ବାକି ଥିବା କାର୍ଯ୍ୟ ଅଳ୍ପ ଦିନ ମଧ୍ୟରେ ସମ୍ପୂର୍ଣ୍ଣ ହେବ ଏବଂ ଅଞ୍ଚଳବାସୀ ନିରବଚ୍ଛିନ୍ନ ବିଦ୍ୟୁତ ପାଇପାରିବେ । ଗ୍ରୀଡ଼ ସହିତ ସଂଯୁକ୍ତ ୩୩ କେଭି ଲାଇନ ଟାଣିବା କାମ ମଧ୍ୟ ଚାଲିଛି । ଆଗାମୀ ଦିନରେ ଏହି ଗ୍ରୀଡ଼ ଜରିଆରେ ପାଖାପାଖି ୪୦ଟି ଗ୍ରାମକୁ ବିଦ୍ୟୁତ ଯୋଗାଣ ହେବ ବୋଲି ଆଶା କରାଯାଉଛି । [10,132,500,377]
story8-headline-2: ଆଇନଶୃଙ୍ଖଳା ବିପର୍ଯ୍ୟସ୍ତ [504,1541,712,1565]
story10-headline: ସନ୍ଦେହ ଘେରରେ ଦୁଲମପୁର ଡକାୟତି ଘଟଣା [765,1737,1463,1785]
story12-caption: କଳଙ୍ଗାପାଲି ରାସ୍ତା ଶୋଚନୀୟ ହୋଇପଡ଼ିଛି । [166,2286,339,2297]
ribbon-cutting-photo [1018,161,1484,488]
story5-headline: ଅଷ୍ଟମ ଶ୍ରେଣୀରେ ଶିକ୍ଷକ ଅଭାବ [1018,719,1407,754]
story2-caption: ଅର୍ଥମନ୍ତ୍ରୀ ପ୍ରସନ୍ନ ଆଚାର୍ଯ୍ୟ ଫିତା କାଟି ଓ ଲୋକ ସମ୍ପର୍କ ଅଧିକାରୀଙ୍କ କାର୍ଯ୍ୟାଳୟ ଉଦ୍‌ଘାଟନ କରୁଛନ୍ତି । [1046,492,1457,503]
story6-subhead: ସରକାରୀ ଯୋଜନା ଉପରେ ଜନଶୁଣାଣି [757,1193,1066,1218]
story3-body-bottom: ରାତି ପରେ ବୋଲି ପ୍ରଶାସନ ଆନ୍ଦୋଳନକାରୀଙ୍କୁ ଛାଡ଼ି ଦେଇଥିଲା । ଗିରଫ ହୋଇଥିବା ନେତାଙ୍କ ମଧ୍ୟରେ ଜିଲ୍ଲା ସଭାପତି, ସାଧାରଣ ସମ୍ପାଦକ, ଯୁବମୋର୍ଚ୍ଚା ସଭାପତି ସମେତ ବହୁ କର୍ମୀ ଅଛନ୍ତି । ବନ୍ଦ ଶାନ୍ତିପୂର୍ଣ୍ଣ ଭାବେ ଶେଷ ହୋଇଥିଲା ଏବଂ କୌଣସି ଅପ୍ରୀତିକର ଘଟଣା ଘଟି ନଥିଲା ବୋଲି ପୋଲିସ ସୂଚନା ଦେଇଛି । [333,1054,727,1110]
story2-headline: ବିଭିନ୍ନ କାର୍ଯ୍ୟାଳୟ ଉଦ୍‌ଘାଟିତ, ଭିତ୍ତିପ୍ରସ୍ତର ସ୍ଥାପନ [1018,90,1584,120]
